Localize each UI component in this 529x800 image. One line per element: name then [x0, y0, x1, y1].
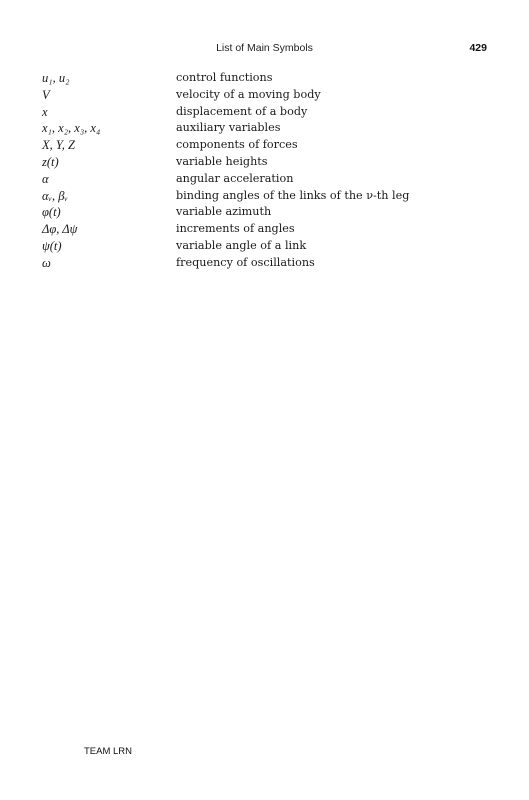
symbol: x₁, x₂, x₃, x₄: [42, 121, 101, 136]
symbol-row: [42, 70, 502, 87]
symbol-row: [42, 104, 502, 121]
symbol: u₁, u₂: [42, 71, 70, 85]
symbol-row: [42, 171, 502, 188]
symbol-row: [42, 188, 502, 205]
symbol-row: [42, 221, 502, 238]
symbol-list: [42, 70, 502, 272]
symbol-row: [42, 255, 502, 272]
symbol: ψ(t): [42, 238, 62, 253]
symbol-row: [42, 154, 502, 171]
symbol-description: control functions: [176, 71, 273, 84]
symbol-description: angular acceleration: [176, 171, 294, 185]
symbol-row: [42, 137, 502, 154]
running-title: List of Main Symbols: [216, 42, 313, 54]
symbol: φ(t): [42, 205, 61, 220]
symbol-description: increments of angles: [176, 222, 295, 236]
footer-watermark: TEAM LRN: [84, 746, 133, 757]
symbol: αᵥ, βᵥ: [42, 188, 69, 203]
symbol-description: binding angles of the links of the ν-th leg: [176, 188, 410, 202]
symbol-row: [42, 120, 502, 137]
symbol: α: [42, 171, 49, 186]
symbol-description: variable azimuth: [176, 205, 272, 219]
symbol: Δφ, Δψ: [42, 222, 78, 237]
symbol-description: displacement of a body: [176, 104, 308, 118]
symbol-description: variable heights: [176, 154, 268, 168]
symbol-description: variable angle of a link: [176, 238, 307, 252]
symbol: x: [42, 104, 48, 119]
symbol-description: auxiliary variables: [176, 121, 281, 135]
page-number: 429: [469, 42, 487, 54]
symbol-description: frequency of oscillations: [176, 255, 315, 269]
symbol-row: [42, 87, 502, 104]
symbol: ω: [42, 255, 51, 270]
symbol: X, Y, Z: [42, 138, 75, 153]
symbol-description: velocity of a moving body: [176, 87, 321, 101]
symbol: V: [42, 87, 50, 102]
symbol: z(t): [42, 154, 59, 169]
symbol-description: components of forces: [176, 138, 298, 152]
symbol-row: [42, 204, 502, 221]
symbol-row: [42, 238, 502, 255]
